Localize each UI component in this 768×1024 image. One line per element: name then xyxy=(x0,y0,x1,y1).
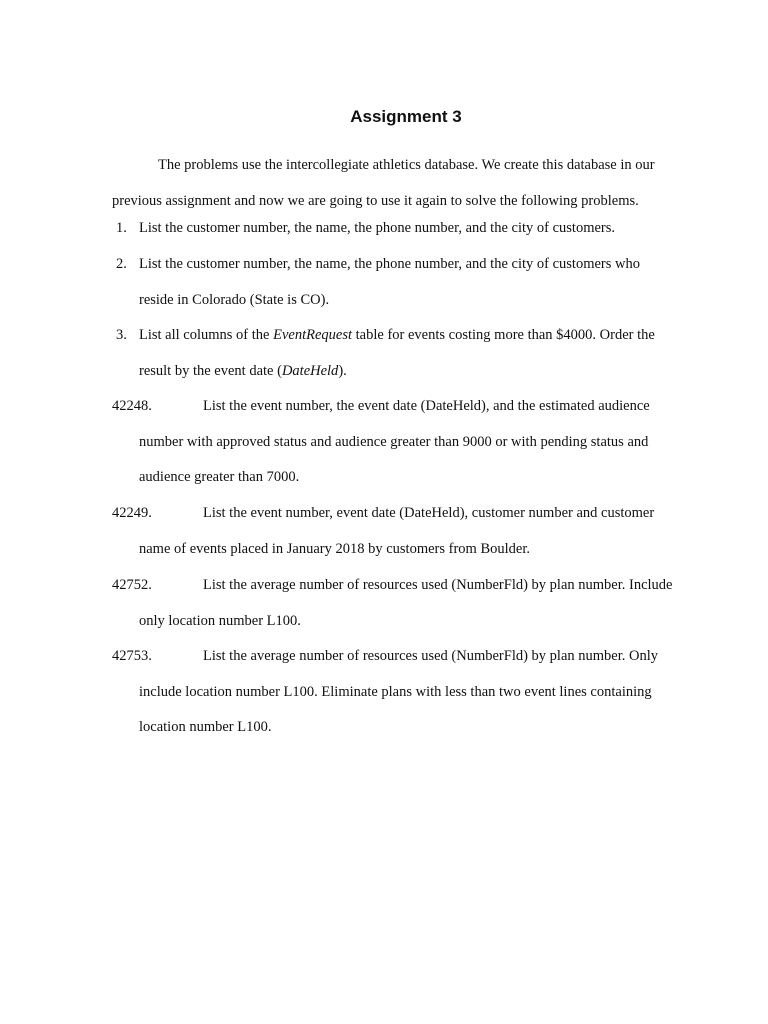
list-item-text: List the customer number, the name, the phone number, and the city of customers who xyxy=(139,256,640,272)
list-item-text: List the event number, event date (DateHeld), customer number and customer xyxy=(203,505,655,521)
list-item-42248 xyxy=(112,389,712,496)
list-marker: 42753. xyxy=(112,648,152,664)
list-marker: 1. xyxy=(116,220,127,236)
list-item-3 xyxy=(112,318,712,389)
table-name-emphasis: EventRequest xyxy=(273,327,353,343)
list-item-42752 xyxy=(112,568,712,639)
list-item-1 xyxy=(112,211,712,247)
list-item-text: List the event number, the event date (DateHeld), and the estimated audience xyxy=(203,398,650,414)
list-item-text xyxy=(112,354,712,390)
list-item-text: name of events placed in January 2018 by customers from Boulder. xyxy=(139,540,530,557)
text-run: ). xyxy=(338,362,347,379)
text-run: table for events costing more than $4000. Order the xyxy=(352,327,655,343)
list-item-text: number with approved status and audience greater than 9000 or with pending status and xyxy=(139,433,649,450)
list-marker: 3. xyxy=(116,327,127,343)
intro-line-1-text: The problems use the intercollegiate athletics database. We create this database in our xyxy=(158,157,655,173)
list-item-text xyxy=(112,318,712,354)
list-marker: 42752. xyxy=(112,577,152,593)
list-item-text: List the average number of resources used (NumberFld) by plan number. Include xyxy=(203,577,673,593)
list-item-text: only location number L100. xyxy=(139,612,301,629)
list-marker: 42248. xyxy=(112,398,152,414)
intro-line-2: previous assignment and now we are going to use it again to solve the following problems. xyxy=(112,193,639,209)
list-marker: 42249. xyxy=(112,505,152,521)
list-marker: 2. xyxy=(116,256,127,272)
column-name-emphasis: DateHeld xyxy=(281,362,339,379)
list-item-text: List the customer number, the name, the phone number, and the city of customers. xyxy=(139,220,616,236)
list-item-42753 xyxy=(112,639,712,746)
list-item-text: reside in Colorado (State is CO). xyxy=(139,291,330,308)
list-item-text: include location number L100. Eliminate plans with less than two event lines containing xyxy=(139,683,652,700)
text-run: List all columns of the xyxy=(139,327,274,343)
intro-paragraph xyxy=(112,147,692,219)
intro-line-1 xyxy=(112,147,692,183)
text-run: result by the event date ( xyxy=(139,362,282,379)
list-item-text: List the average number of resources used (NumberFld) by plan number. Only xyxy=(203,648,659,664)
list-item-2 xyxy=(112,247,712,318)
page-title: Assignment 3 xyxy=(350,107,462,126)
list-item-42249 xyxy=(112,496,712,567)
list-item-text: location number L100. xyxy=(139,719,272,736)
list-item-text: audience greater than 7000. xyxy=(139,469,300,486)
